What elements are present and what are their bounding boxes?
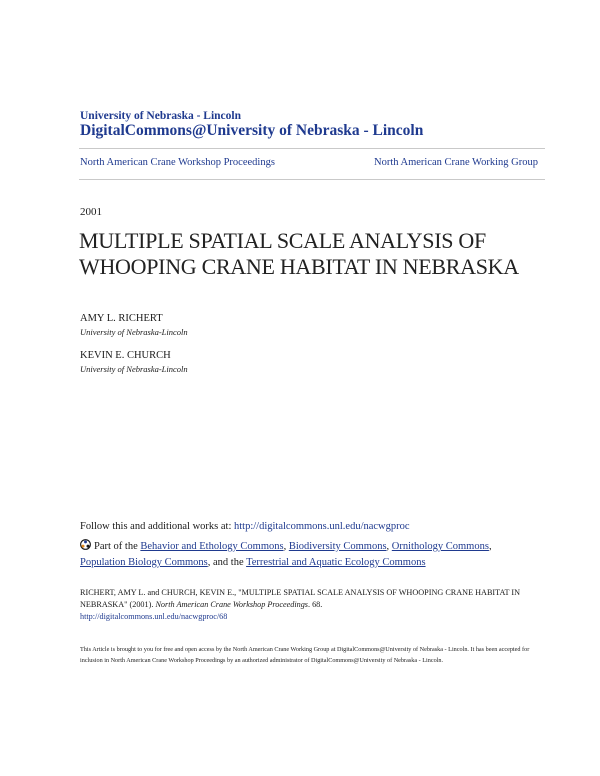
repository-name[interactable]: DigitalCommons@University of Nebraska - Lincoln (80, 122, 424, 139)
author-name: KEVIN E. CHURCH (80, 350, 171, 361)
separator: , (386, 541, 392, 552)
citation-url-link[interactable]: http://digitalcommons.unl.edu/nacwgproc/68 (80, 612, 228, 621)
follow-line (80, 521, 410, 532)
citation-suffix: . 68. (307, 600, 323, 609)
commons-link[interactable]: Ornithology Commons (391, 541, 489, 552)
commons-link[interactable]: Biodiversity Commons (288, 541, 387, 552)
separator: , and the (207, 557, 247, 568)
part-of-disciplines (80, 539, 520, 571)
collection-url-link[interactable]: http://digitalcommons.unl.edu/nacwgproc (234, 521, 410, 532)
access-note: This Article is brought to you for free and open access by the North American Crane Working Group at DigitalCommons@University of Nebraska - Lincoln. It has been accepted for inclusion in North American Crane Workshop Proceedings by an authorized administrator of DigitalCommons@University of Nebraska - Lincoln. (80, 646, 530, 664)
nav-workshop-proceedings-link[interactable]: North American Crane Workshop Proceedings (80, 157, 275, 168)
bottom-divider (79, 179, 545, 180)
author-affiliation: University of Nebraska-Lincoln (80, 327, 188, 337)
recommended-citation (80, 587, 530, 623)
top-divider (79, 148, 545, 149)
citation-journal: North American Crane Workshop Proceedings (155, 600, 308, 609)
publication-year: 2001 (80, 206, 102, 218)
citation-text: RICHERT, AMY L. and CHURCH, KEVIN E., "MULTIPLE SPATIAL SCALE ANALYSIS OF WHOOPING CRANE HABITAT IN NEBRASKA" (2001). (80, 588, 521, 609)
author-name: AMY L. RICHERT (80, 313, 163, 324)
university-name[interactable]: University of Nebraska - Lincoln (80, 110, 241, 122)
commons-link[interactable]: Population Biology Commons (80, 557, 208, 568)
follow-prefix: Follow this and additional works at: (80, 521, 234, 532)
separator: , (283, 541, 289, 552)
commons-link[interactable]: Terrestrial and Aquatic Ecology Commons (246, 557, 426, 568)
commons-link[interactable]: Behavior and Ethology Commons (140, 541, 284, 552)
nav-crane-working-group-link[interactable]: North American Crane Working Group (373, 157, 538, 168)
commons-network-icon (80, 539, 91, 550)
author-affiliation: University of Nebraska-Lincoln (80, 364, 188, 374)
paper-title: MULTIPLE SPATIAL SCALE ANALYSIS OF WHOOPING CRANE HABITAT IN NEBRASKA (79, 228, 519, 279)
part-of-prefix: Part of the (94, 541, 141, 552)
separator: , (488, 541, 492, 552)
